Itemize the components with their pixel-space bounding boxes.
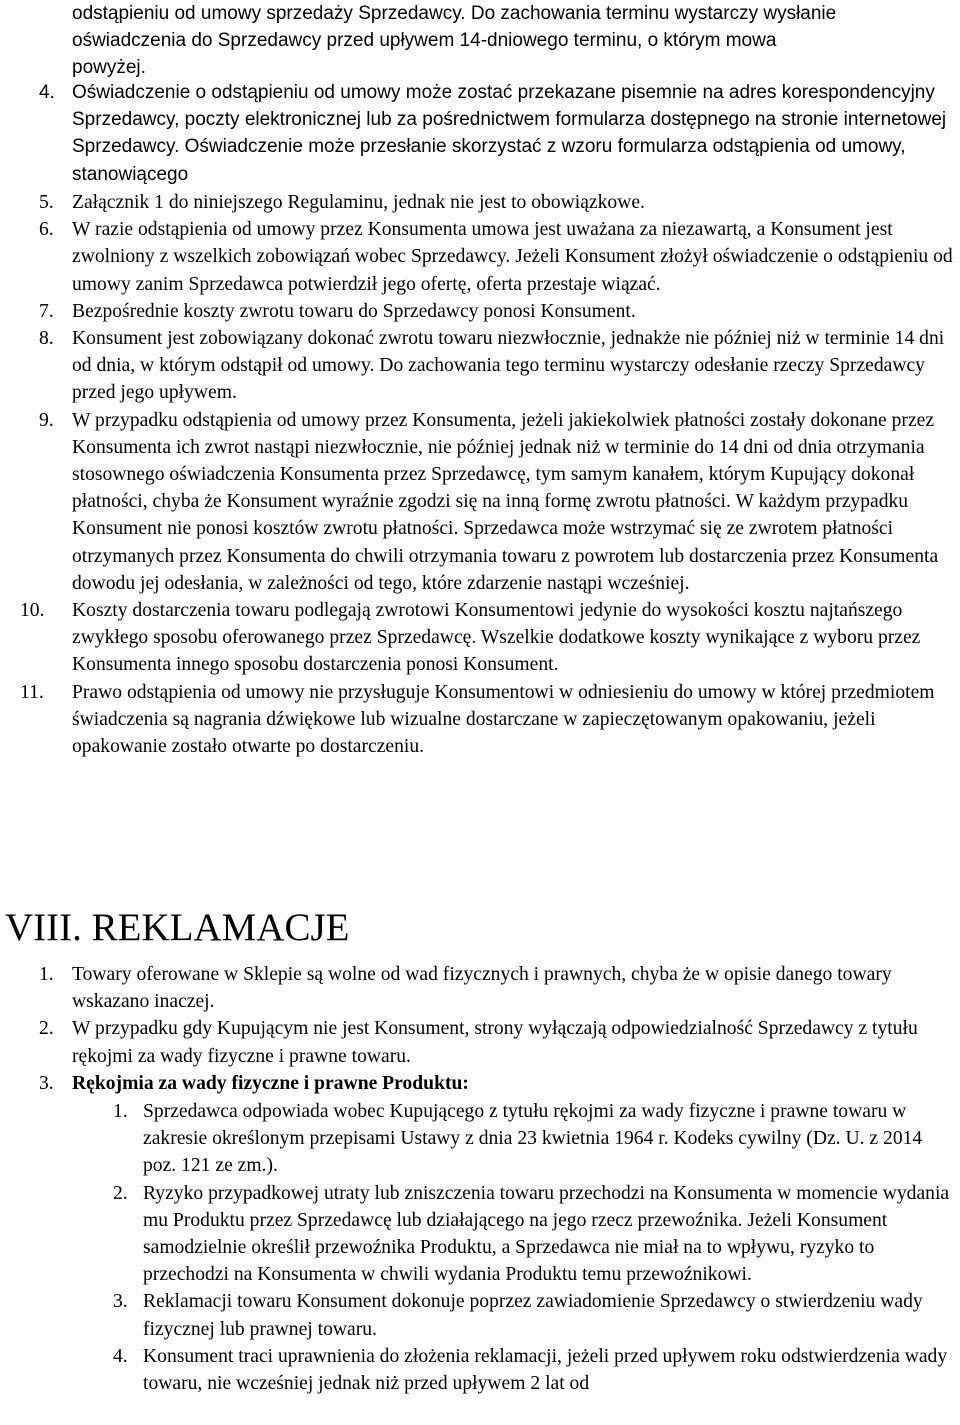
item-number: 5. (39, 192, 54, 213)
item-text: Towary oferowane w Sklepie są wolne od wad fizycznych i prawnych, chyba że w opisie danego towary wskazano inaczej. (72, 964, 892, 1013)
item-number: 11. (20, 681, 44, 703)
list-item (0, 1015, 958, 1069)
continued-paragraph (0, 0, 958, 82)
item-number: 3. (39, 1072, 54, 1094)
list-item (0, 1070, 958, 1097)
sub-item-text: Ryzyko przypadkowej utraty lub zniszczenia towaru przechodzi na Konsumenta w momencie wydania mu Produktu przez Sprzedawcę lub działającego na jego rzecz przewoźnika. Jeżeli Konsument samodzielnie określił przewoźnika Produktu, a Sprzedawca nie miał na to wpływu, ryzyko to przechodzi na Konsumenta w chwili wydania Produktu temu przewoźnikowi. (143, 1182, 950, 1286)
sub-list-item (0, 1180, 950, 1289)
item-number: 9. (39, 409, 54, 431)
item-text: W przypadku odstąpienia od umowy przez Konsumenta, jeżeli jakiekolwiek płatności zostały dokonane przez Konsumenta ich zwrot nastąpi niezwłocznie, nie później jednak niż w terminie do 14 dni od dnia otrzymania stosownego oświadczenia Konsumenta przez Sprzedawcę, tym samym kanałem, którym Kupujący dokonał płatności, chyba że Konsument wyraźnie zgodzi się na inną formę zwrotu płatności. W każdym przypadku Konsument nie ponosi kosztów zwrotu płatności. Sprzedawca może wstrzymać się ze zwrotem płatności otrzymanych przez Konsumenta do chwili otrzymania towaru z powrotem lub dostarczenia przez Konsumenta dowodu jej odesłania, w zależności od tego, które zdarzenie nastąpi wcześniej. (72, 409, 939, 594)
list-item-4 (0, 79, 958, 188)
sub-item-text: Sprzedawca odpowiada wobec Kupującego z tytułu rękojmi za wady fizyczne i prawne towaru w zakresie określonym przepisami Ustawy z dnia 23 kwietnia 1964 r. Kodeks cywilny (Dz. U. z 2014 poz. 121 ze zm.). (143, 1101, 923, 1177)
item-number: 4. (39, 82, 55, 103)
list-item (0, 298, 958, 325)
item-number: 2. (39, 1018, 54, 1040)
item-number: 7. (39, 300, 54, 322)
sub-item-text: Reklamacji towaru Konsument dokonuje poprzez zawiadomienie Sprzedawcy o stwierdzeniu wady fizycznej lub prawnej towaru. (143, 1291, 923, 1340)
list-item (0, 407, 958, 597)
list-item (0, 597, 958, 679)
list-item (0, 679, 958, 761)
sub-list-item (0, 1343, 950, 1397)
item-number: 1. (39, 964, 54, 985)
sub-item-number: 2. (113, 1182, 128, 1204)
sub-list (0, 1098, 950, 1397)
item-number: 8. (39, 328, 54, 350)
item-text-bold: Rękojmia za wady fizyczne i prawne Produktu: (72, 1072, 469, 1094)
sub-item-number: 1. (113, 1101, 128, 1122)
sub-list-item (0, 1288, 950, 1342)
numbered-list (0, 189, 958, 760)
item-text: Bezpośrednie koszty zwrotu towaru do Sprzedawcy ponosi Konsument. (72, 300, 636, 322)
item-text: Konsument jest zobowiązany dokonać zwrotu towaru niezwłocznie, jednakże nie później niż w terminie 14 dni od dnia, w którym odstąpił od umowy. Do zachowania tego terminu wystarczy odesłanie rzeczy Sprzedawcy przed jego upływem. (72, 328, 945, 404)
section-list (0, 961, 958, 1097)
continued-line: odstąpieniu od umowy sprzedaży Sprzedawcy. Do zachowania terminu wystarczy wysłanie (72, 3, 837, 24)
continued-line: powyżej. (72, 57, 146, 79)
item-text: W przypadku gdy Kupującym nie jest Konsument, strony wyłączają odpowiedzialność Sprzedawcy z tytułu rękojmi za wady fizyczne i prawne towaru. (72, 1018, 918, 1067)
item-text: Prawo odstąpienia od umowy nie przysługuje Konsumentowi w odniesieniu do umowy w której przedmiotem świadczenia są nagrania dźwiękowe lub wizualne dostarczane w zapieczętowanym opakowaniu, jeżeli opakowanie zostało otwarte po dostarczeniu. (72, 681, 935, 758)
item-number: 6. (39, 219, 54, 241)
item-text: Oświadczenie o odstąpieniu od umowy może zostać przekazane pisemnie na adres korespondencyjny Sprzedawcy, poczty elektronicznej lub za pośrednictwem formularza dostępnego na stronie internetowej Sprzedawcy. Oświadczenie może przesłanie skorzystać z wzoru formularza odstąpienia od umowy, stanowiącego (72, 82, 947, 185)
sub-item-number: 4. (113, 1345, 128, 1367)
sub-item-number: 3. (113, 1291, 128, 1313)
list-item (0, 216, 958, 298)
item-text: W razie odstąpienia od umowy przez Konsumenta umowa jest uważana za niezawartą, a Konsument jest zwolniony z wszelkich zobowiązań wobec Sprzedawcy. Jeżeli Konsument złożył oświadczenie o odstąpieniu od umowy zanim Sprzedawca potwierdził jego ofertę, oferta przestaje wiązać. (72, 219, 953, 295)
sub-list-item (0, 1098, 950, 1180)
list-item (0, 961, 958, 1015)
item-text: Koszty dostarczenia towaru podlegają zwrotowi Konsumentowi jedynie do wysokości kosztu najtańszego zwykłego sposobu oferowanego przez Sprzedawcę. Wszelkie dodatkowe koszty wynikające z wyboru przez Konsumenta innego sposobu dostarczenia ponosi Konsument. (72, 600, 921, 676)
continued-line: oświadczenia do Sprzedawcy przed upływem 14-dniowego terminu, o którym mowa (72, 30, 777, 52)
item-number: 10. (20, 600, 45, 622)
section-heading: VIII. REKLAMACJE (5, 906, 350, 949)
item-text: Załącznik 1 do niniejszego Regulaminu, jednak nie jest to obowiązkowe. (72, 192, 645, 213)
sub-item-text: Konsument traci uprawnienia do złożenia reklamacji, jeżeli przed upływem roku odstwierdzenia wady towaru, nie wcześniej jednak niż przed upływem 2 lat od (143, 1345, 948, 1395)
list-item (0, 189, 958, 216)
list-item (0, 325, 958, 407)
